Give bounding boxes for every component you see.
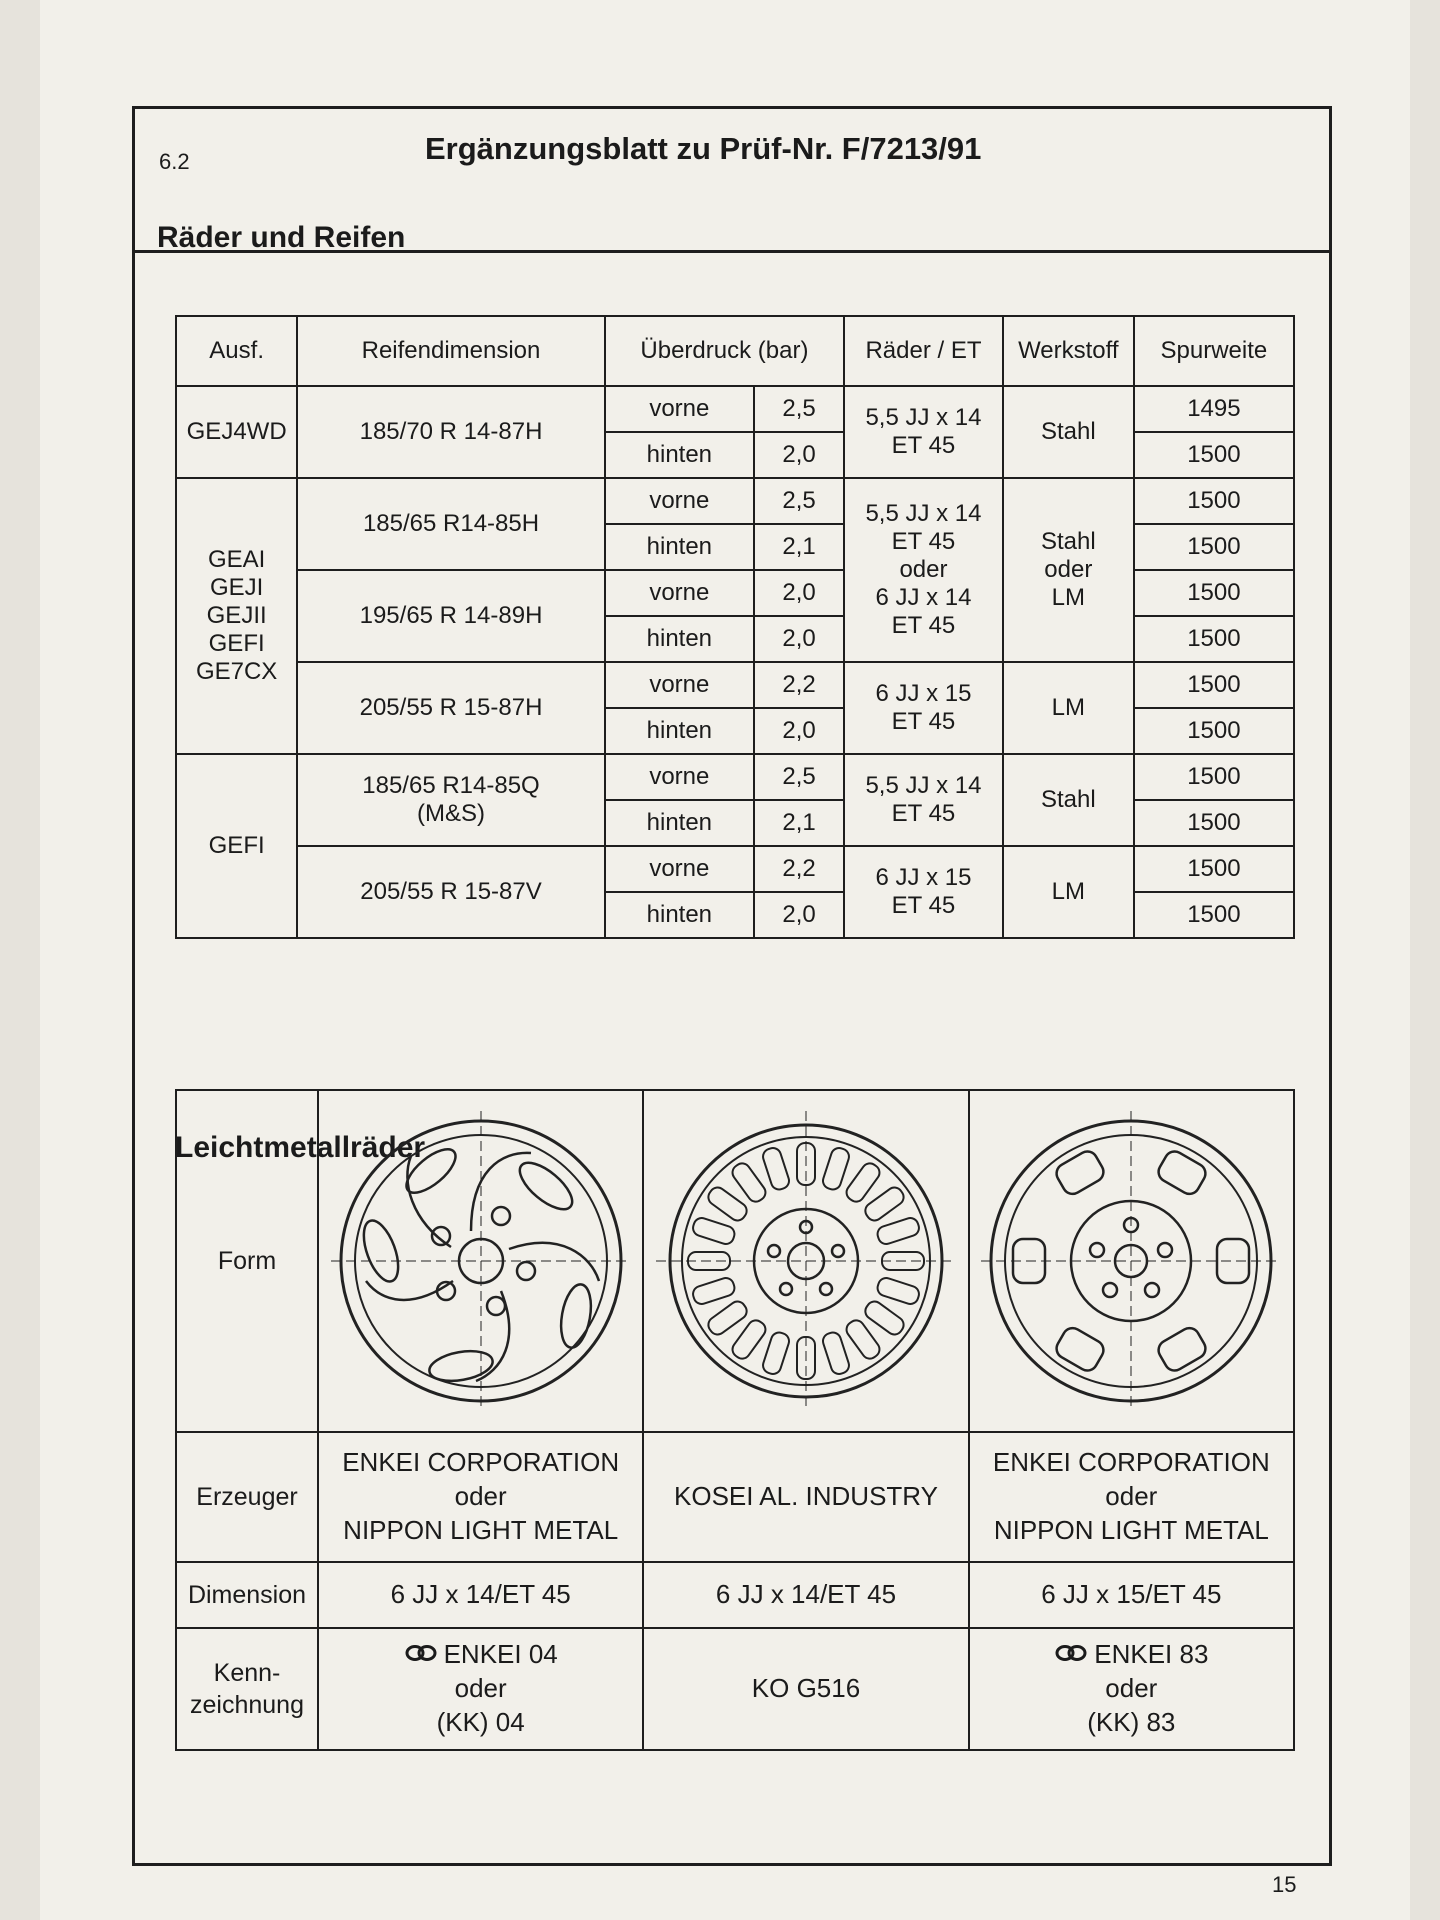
dimension-cell: 6 JJ x 15/ET 45 — [969, 1562, 1294, 1628]
marking-cell — [318, 1628, 643, 1750]
track-value: 1500 — [1134, 524, 1294, 570]
col-material: Werkstoff — [1003, 316, 1134, 386]
track-value: 1500 — [1134, 432, 1294, 478]
rim-cell: 5,5 JJ x 14 ET 45 — [844, 754, 1003, 846]
track-value: 1500 — [1134, 478, 1294, 524]
wheel-drawing-enkei-83 — [969, 1090, 1294, 1432]
ausf-cell: GEJ4WD — [176, 386, 297, 478]
col-pressure: Überdruck (bar) — [605, 316, 844, 386]
form-label: Form — [176, 1090, 318, 1432]
axle-rear: hinten — [605, 708, 754, 754]
form-row — [176, 1090, 1294, 1432]
dimension-row — [176, 1562, 1294, 1628]
material-cell: Stahl — [1003, 386, 1134, 478]
axle-front: vorne — [605, 662, 754, 708]
pressure-value: 2,1 — [754, 524, 844, 570]
pressure-value: 2,0 — [754, 616, 844, 662]
material-cell: Stahl oder LM — [1003, 478, 1134, 662]
marking-text: ENKEI 83 oder (KK) 83 — [1087, 1639, 1209, 1737]
axle-rear: hinten — [605, 892, 754, 938]
track-value: 1500 — [1134, 570, 1294, 616]
track-value: 1500 — [1134, 800, 1294, 846]
axle-front: vorne — [605, 386, 754, 432]
rim-cell: 6 JJ x 15 ET 45 — [844, 662, 1003, 754]
axle-rear: hinten — [605, 800, 754, 846]
table-row — [176, 386, 1294, 432]
wheel-drawing-enkei-04 — [318, 1090, 643, 1432]
kk-logo-icon — [404, 1638, 438, 1672]
table-row — [176, 846, 1294, 892]
pressure-value: 2,5 — [754, 386, 844, 432]
axle-rear: hinten — [605, 432, 754, 478]
tyres-heading: Räder und Reifen — [157, 221, 406, 254]
pressure-value: 2,5 — [754, 478, 844, 524]
col-ausf: Ausf. — [176, 316, 297, 386]
rim-cell: 5,5 JJ x 14 ET 45 oder 6 JJ x 14 ET 45 — [844, 478, 1003, 662]
document-page — [40, 0, 1410, 1920]
dimension-cell: 6 JJ x 14/ET 45 — [318, 1562, 643, 1628]
pressure-value: 2,0 — [754, 432, 844, 478]
section-number: 6.2 — [159, 149, 190, 174]
header-box — [135, 109, 1329, 253]
track-value: 1500 — [1134, 708, 1294, 754]
producer-label: Erzeuger — [176, 1432, 318, 1562]
pressure-value: 2,0 — [754, 708, 844, 754]
axle-front: vorne — [605, 478, 754, 524]
alloy-heading: Leichtmetallräder — [175, 1131, 426, 1164]
producer-cell: ENKEI CORPORATION oder NIPPON LIGHT METAL — [318, 1432, 643, 1562]
producer-cell: KOSEI AL. INDUSTRY — [643, 1432, 968, 1562]
wheel-icon — [331, 1111, 631, 1411]
tyre-dim-cell: 185/70 R 14-87H — [297, 386, 604, 478]
wheel-icon — [981, 1111, 1281, 1411]
table-row — [176, 754, 1294, 800]
tyre-dim-cell: 195/65 R 14-89H — [297, 570, 604, 662]
pressure-value: 2,5 — [754, 754, 844, 800]
pressure-value: 2,1 — [754, 800, 844, 846]
material-cell: Stahl — [1003, 754, 1134, 846]
pressure-value: 2,0 — [754, 570, 844, 616]
material-cell: LM — [1003, 846, 1134, 938]
col-rims: Räder / ET — [844, 316, 1003, 386]
material-cell: LM — [1003, 662, 1134, 754]
alloy-wheels-table — [175, 1089, 1295, 1751]
table-row — [176, 662, 1294, 708]
axle-front: vorne — [605, 570, 754, 616]
tyre-dim-cell: 205/55 R 15-87V — [297, 846, 604, 938]
marking-cell: KO G516 — [643, 1628, 968, 1750]
producer-cell: ENKEI CORPORATION oder NIPPON LIGHT METAL — [969, 1432, 1294, 1562]
kk-logo-icon — [1054, 1638, 1088, 1672]
wheel-icon — [656, 1111, 956, 1411]
track-value: 1500 — [1134, 846, 1294, 892]
wheel-drawing-kosei — [643, 1090, 968, 1432]
marking-text: ENKEI 04 oder (KK) 04 — [436, 1639, 558, 1737]
col-tyre-dimension: Reifendimension — [297, 316, 604, 386]
track-value: 1500 — [1134, 616, 1294, 662]
table-row — [176, 478, 1294, 524]
rim-cell: 6 JJ x 15 ET 45 — [844, 846, 1003, 938]
marking-label: Kenn- zeichnung — [176, 1628, 318, 1750]
tyres-header-row — [176, 316, 1294, 386]
document-frame — [132, 106, 1332, 1866]
marking-cell — [969, 1628, 1294, 1750]
axle-front: vorne — [605, 846, 754, 892]
pressure-value: 2,0 — [754, 892, 844, 938]
rim-cell: 5,5 JJ x 14 ET 45 — [844, 386, 1003, 478]
ausf-cell: GEFI — [176, 754, 297, 938]
col-track: Spurweite — [1134, 316, 1294, 386]
track-value: 1500 — [1134, 754, 1294, 800]
dimension-cell: 6 JJ x 14/ET 45 — [643, 1562, 968, 1628]
tyre-dim-cell: 185/65 R14-85H — [297, 478, 604, 570]
tyres-table — [175, 315, 1295, 939]
axle-front: vorne — [605, 754, 754, 800]
pressure-value: 2,2 — [754, 662, 844, 708]
axle-rear: hinten — [605, 524, 754, 570]
axle-rear: hinten — [605, 616, 754, 662]
tyre-dim-cell: 185/65 R14-85Q (M&S) — [297, 754, 604, 846]
producer-row — [176, 1432, 1294, 1562]
page-number: 15 — [1272, 1872, 1297, 1897]
ausf-cell: GEAI GEJI GEJII GEFI GE7CX — [176, 478, 297, 754]
pressure-value: 2,2 — [754, 846, 844, 892]
dimension-label: Dimension — [176, 1562, 318, 1628]
track-value: 1500 — [1134, 892, 1294, 938]
track-value: 1500 — [1134, 662, 1294, 708]
tyre-dim-cell: 205/55 R 15-87H — [297, 662, 604, 754]
marking-row — [176, 1628, 1294, 1750]
track-value: 1495 — [1134, 386, 1294, 432]
document-title: Ergänzungsblatt zu Prüf-Nr. F/7213/91 — [425, 131, 982, 166]
